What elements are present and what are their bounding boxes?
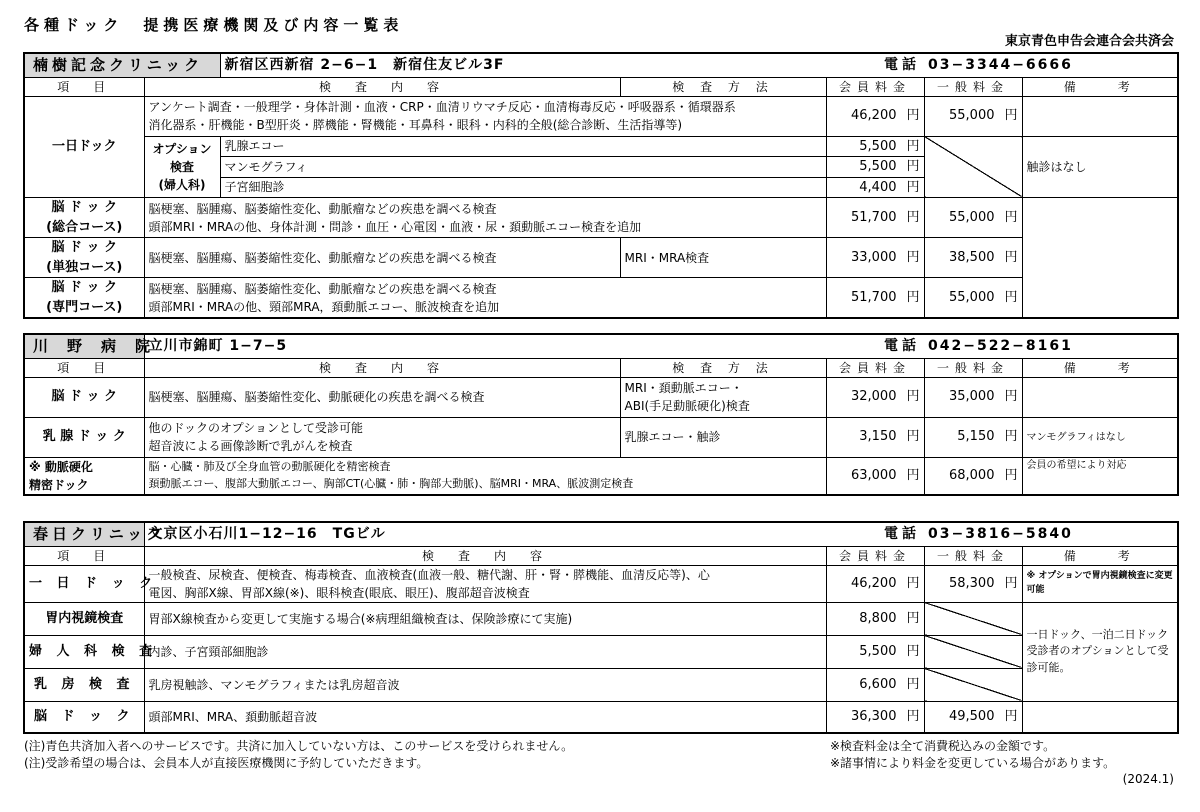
item-name: 脳 ド ッ ク (総合コース) <box>24 198 144 238</box>
member-fee: 33,000 円 <box>826 238 924 278</box>
member-fee: 63,000 円 <box>826 457 924 495</box>
no-general-fee <box>924 602 1022 635</box>
col-remarks: 備 考 <box>1022 546 1178 565</box>
clinic-address: 新宿区西新宿 2−6−1 新宿住友ビル3F <box>220 53 826 77</box>
general-fee: 55,000 円 <box>924 278 1022 319</box>
exam-content: 脳梗塞、脳腫瘍、脳萎縮性変化、動脈瘤などの疾患を調べる検査 頭部MRI・MRAの他、頸部MRA，頚動脈エコー、脈波検査を追加 <box>144 278 826 319</box>
remark-empty <box>1022 96 1178 136</box>
clinic-name: 楠樹記念クリニック <box>24 53 220 77</box>
group-remark: 一日ドック、一泊二日ドック受診者のオプションとして受診可能。 <box>1022 602 1178 701</box>
col-content: 検 査 内 容 <box>144 546 826 565</box>
remark: マンモグラフィはなし <box>1022 417 1178 457</box>
option-label: オプション 検査 (婦人科) <box>144 136 220 198</box>
clinic-address: 文京区小石川1−12−16 TGビル <box>144 522 826 546</box>
option-content: 乳腺エコー <box>220 136 826 157</box>
no-general-fee <box>924 136 1022 198</box>
clinic-section-kasuga <box>23 521 1179 734</box>
member-fee: 32,000 円 <box>826 377 924 417</box>
exam-method: 乳腺エコー・触診 <box>620 417 826 457</box>
col-item: 項 目 <box>24 358 144 377</box>
exam-content: 乳房視触診、マンモグラフィまたは乳房超音波 <box>144 668 826 701</box>
member-fee: 46,200 円 <box>826 96 924 136</box>
item-name: 乳 房 検 査 <box>24 668 144 701</box>
exam-content: 脳梗塞、脳腫瘍、脳萎縮性変化、動脈硬化の疾患を調べる検査 <box>144 377 620 417</box>
footnote: (注)青色共済加入者へのサービスです。共済に加入していない方は、このサービスを受けられません。 <box>24 739 574 753</box>
issue-date: (2024.1) <box>1122 772 1174 786</box>
remark: ※ オプションで胃内視鏡検査に変更可能 <box>1022 565 1178 602</box>
member-fee: 3,150 円 <box>826 417 924 457</box>
item-name: 脳 ド ッ ク <box>24 377 144 417</box>
footnotes-left <box>24 738 573 772</box>
remark-empty <box>1022 198 1178 319</box>
col-general-fee: 一般料金 <box>924 77 1022 96</box>
member-fee: 6,600 円 <box>826 668 924 701</box>
col-remarks: 備 考 <box>1022 358 1178 377</box>
option-fee: 5,500 円 <box>826 157 924 178</box>
item-name: 一 日 ド ッ ク <box>24 565 144 602</box>
col-member-fee: 会員料金 <box>826 358 924 377</box>
association-name: 東京青色申告会連合会共済会 <box>1004 34 1174 49</box>
col-item: 項 目 <box>24 546 144 565</box>
exam-method: MRI・MRA検査 <box>620 238 826 278</box>
clinic-phone: 03−3344−6666 <box>924 53 1178 77</box>
exam-content: 頭部MRI、MRA、頚動脈超音波 <box>144 701 826 733</box>
remark: 会員の希望により対応 <box>1022 457 1178 495</box>
footnote: (注)受診希望の場合は、会員本人が直接医療機関に予約していただきます。 <box>24 756 429 770</box>
general-fee: 58,300 円 <box>924 565 1022 602</box>
col-member-fee: 会員料金 <box>826 546 924 565</box>
member-fee: 36,300 円 <box>826 701 924 733</box>
exam-content: 脳・心臓・肺及び全身血管の動脈硬化を精密検査 頚動脈エコー、腹部大動脈エコー、胸部CT(心臓・肺・胸部大動脈)、脳MRI・MRA、脈波測定検査 <box>144 457 826 495</box>
col-remarks: 備 考 <box>1022 77 1178 96</box>
col-member-fee: 会員料金 <box>826 77 924 96</box>
item-name: 胃内視鏡検査 <box>24 602 144 635</box>
general-fee: 55,000 円 <box>924 198 1022 238</box>
col-item: 項 目 <box>24 77 144 96</box>
item-name: 乳 腺 ド ッ ク <box>24 417 144 457</box>
general-fee: 38,500 円 <box>924 238 1022 278</box>
exam-method: MRI・頚動脈エコー・ ABI(手足動脈硬化)検査 <box>620 377 826 417</box>
remark-empty <box>1022 377 1178 417</box>
general-fee: 49,500 円 <box>924 701 1022 733</box>
no-general-fee <box>924 668 1022 701</box>
remark-empty <box>1022 701 1178 733</box>
exam-content: 胃部X線検査から変更して実施する場合(※病理組織検査は、保険診療にて実施) <box>144 602 826 635</box>
col-method: 検 査 方 法 <box>620 358 826 377</box>
general-fee: 68,000 円 <box>924 457 1022 495</box>
footnote: ※検査料金は全て消費税込みの金額です。 <box>830 739 1056 753</box>
option-fee: 4,400 円 <box>826 177 924 198</box>
col-content: 検 査 内 容 <box>144 358 620 377</box>
footnote: ※諸事情により料金を変更している場合があります。 <box>830 756 1116 770</box>
clinic-section-kawano <box>23 333 1179 496</box>
col-general-fee: 一般料金 <box>924 546 1022 565</box>
col-method: 検 査 方 法 <box>620 77 826 96</box>
phone-label: 電話 <box>826 53 924 77</box>
no-general-fee <box>924 635 1022 668</box>
phone-label: 電話 <box>826 334 924 358</box>
clinic-section-kusunoki <box>23 52 1179 319</box>
member-fee: 46,200 円 <box>826 565 924 602</box>
exam-content: 内診、子宮頸部細胞診 <box>144 635 826 668</box>
option-fee: 5,500 円 <box>826 136 924 157</box>
item-name: 脳 ド ッ ク <box>24 701 144 733</box>
item-name: 脳 ド ッ ク (専門コース) <box>24 278 144 319</box>
exam-content: 脳梗塞、脳腫瘍、脳萎縮性変化、動脈瘤などの疾患を調べる検査 頭部MRI・MRAの他、身体計測・問診・血圧・心電図・血液・尿・頚動脈エコー検査を追加 <box>144 198 826 238</box>
clinic-phone: 042−522−8161 <box>924 334 1178 358</box>
general-fee: 55,000 円 <box>924 96 1022 136</box>
clinic-name: 川 野 病 院 <box>24 334 144 358</box>
exam-content: 一般検査、尿検査、便検査、梅毒検査、血液検査(血液一般、糖代謝、肝・腎・膵機能、血清反応等)、心 電図、胸部X線、胃部X線(※)、眼科検査(眼底、眼圧)、腹部超音波検査 <box>144 565 826 602</box>
member-fee: 8,800 円 <box>826 602 924 635</box>
exam-content: 他のドックのオプションとして受診可能 超音波による画像診断で乳がんを検査 <box>144 417 620 457</box>
footnotes-right <box>830 738 1115 772</box>
option-content: 子宮細胞診 <box>220 177 826 198</box>
item-name: 一日ドック <box>24 96 144 198</box>
clinic-address: 立川市錦町 1−7−5 <box>144 334 826 358</box>
member-fee: 5,500 円 <box>826 635 924 668</box>
item-name: 脳 ド ッ ク (単独コース) <box>24 238 144 278</box>
clinic-phone: 03−3816−5840 <box>924 522 1178 546</box>
item-name: ※ 動脈硬化 精密ドック <box>24 457 144 495</box>
exam-content: アンケート調査・一般理学・身体計測・血液・CRP・血清リウマチ反応・血清梅毒反応・呼吸器系・循環器系 消化器系・肝機能・B型肝炎・膵機能・腎機能・耳鼻科・眼科・内科的全般(総合診断、生活指導等) <box>144 96 826 136</box>
general-fee: 5,150 円 <box>924 417 1022 457</box>
option-content: マンモグラフィ <box>220 157 826 178</box>
clinic-name: 春日クリニック <box>24 522 144 546</box>
phone-label: 電話 <box>826 522 924 546</box>
member-fee: 51,700 円 <box>826 278 924 319</box>
remark: 触診はなし <box>1022 136 1178 198</box>
col-content: 検 査 内 容 <box>144 77 620 96</box>
general-fee: 35,000 円 <box>924 377 1022 417</box>
exam-content: 脳梗塞、脳腫瘍、脳萎縮性変化、動脈瘤などの疾患を調べる検査 <box>144 238 620 278</box>
member-fee: 51,700 円 <box>826 198 924 238</box>
col-general-fee: 一般料金 <box>924 358 1022 377</box>
item-name: 婦 人 科 検 査 <box>24 635 144 668</box>
page-title: 各種ドック 提携医療機関及び内容一覧表 <box>24 16 404 34</box>
